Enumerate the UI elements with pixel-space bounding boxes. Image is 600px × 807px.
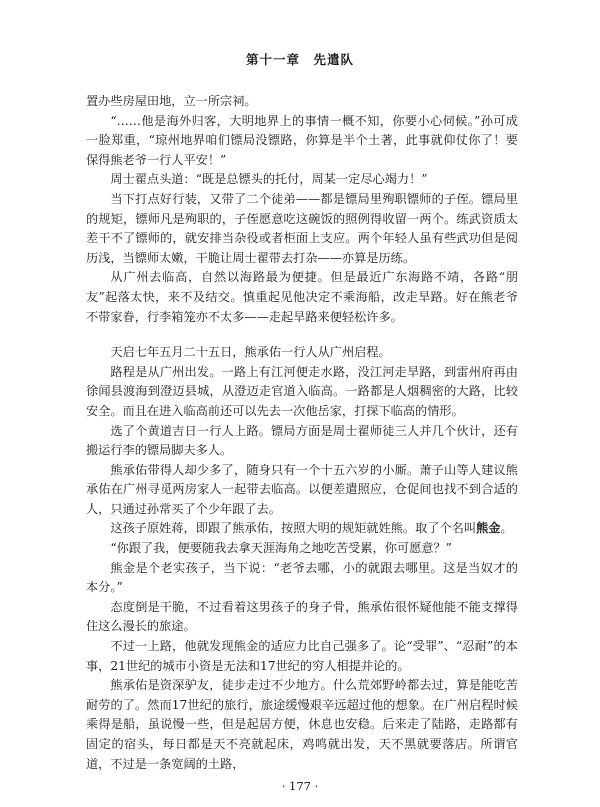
paragraph: 当下打点好行装，又带了二个徒弟——都是镖局里殉职镖师的子侄。镖局里的规矩，镖师凡是殉职的，子侄愿意吃这碗饭的照例得收留一两个。练武资质太差干不了镖师的，就安排当杂役或者柜面上支应。两个年轻人虽有些武功但是阅历浅，当镖师太嫩，干脆让周士翟带去打杂——亦算是历练。 [86,191,518,265]
paragraph: 熊金是个老实孩子，当下说：“老爷去哪，小的就跟去哪里。这是当奴才的本分。” [86,560,518,595]
paragraph: 置办些房屋田地，立一所宗祠。 [86,94,257,108]
paragraph-end: 。 [500,521,513,536]
page-number: · 177 · [281,779,319,793]
paragraph: 天启七年五月二十五日，熊承佑一行人从广州启程。 [110,345,391,360]
paragraph: 路程是从广州出发。一路上有江河便走水路，没江河走旱路，到雷州府再由徐闻县渡海到澄迈县城，从澄迈走官道入临高。一路都是人烟稠密的大路，比较安全。而且在进入临高前还可以先去一次他岳家，打探下临高的情形。 [86,364,518,418]
paragraph: 态度倒是干脆，不过看着这男孩子的身子骨，熊承佑很怀疑他能不能支撑得住这么漫长的旅途。 [86,599,518,634]
paragraph: 不过一上路，他就发现熊金的适应力比自己强多了。论“受罪”、“忍耐”的本事，21世纪的城市小资是无法和17世纪的穷人相提并论的。 [86,639,518,673]
paragraph [86,519,518,539]
paragraph-text: 这孩子原姓蒋，即跟了熊承佑，按照大明的规矩就姓熊。取了个名叫 [110,521,477,536]
paragraph: 周士翟点头道：“既是总镖头的托付，周某一定尽心竭力！” [110,172,428,187]
paragraph: “你跟了我，便要随我去拿天涯海角之地吃苦受累，你可愿意？” [110,541,452,556]
chapter-title: 第十一章 先遣队 [245,52,354,67]
paragraph: 从广州去临高，自然以海路最为便捷。但是最近广东海路不靖，各路“朋友”起落太快，来不及结交。慎重起见他决定不乘海船，改走旱路。好在熊老爷不带家眷，行李箱笼亦不太多——走起旱路来便轻松许多。 [86,270,518,324]
name-highlight: 熊金 [476,521,501,536]
paragraph: “……他是海外归客，大明地界上的事情一概不知，你要小心伺候。”孙可成一脸郑重，“琼州地界咱们镖局没镖路，你算是半个土著，此事就仰仗你了！要保得熊老爷一行人平安！” [86,113,518,167]
paragraph: 熊承佑是资深驴友，徒步走过不少地方。什么荒郊野岭都去过，算是能吃苦耐劳的了。然而17世纪的旅行，旅途缓慢艰辛远超过他的想象。在广州启程时候乘得是船，虽说慢一些，但是起居方便，休息也安稳。后来走了陆路，走路都有固定的宿头，每日都是天不亮就起床，鸡鸣就出发，天不黑就要落店。所谓官道，不过是一条宽阔的土路， [86,678,518,771]
paragraph: 选了个黄道吉日一行人上路。镖局方面是周士翟师徒三人并几个伙计，还有搬运行李的镖局脚夫多人。 [86,423,518,458]
paragraph: 熊承佑带得人却少多了，随身只有一个十五六岁的小厮。萧子山等人建议熊承佑在广州寻觅两房家人一起带去临高。以便差遣照应，仓促间也找不到合适的人，只通过孙常买了个少年跟了去。 [86,462,518,516]
body-text [86,92,518,774]
